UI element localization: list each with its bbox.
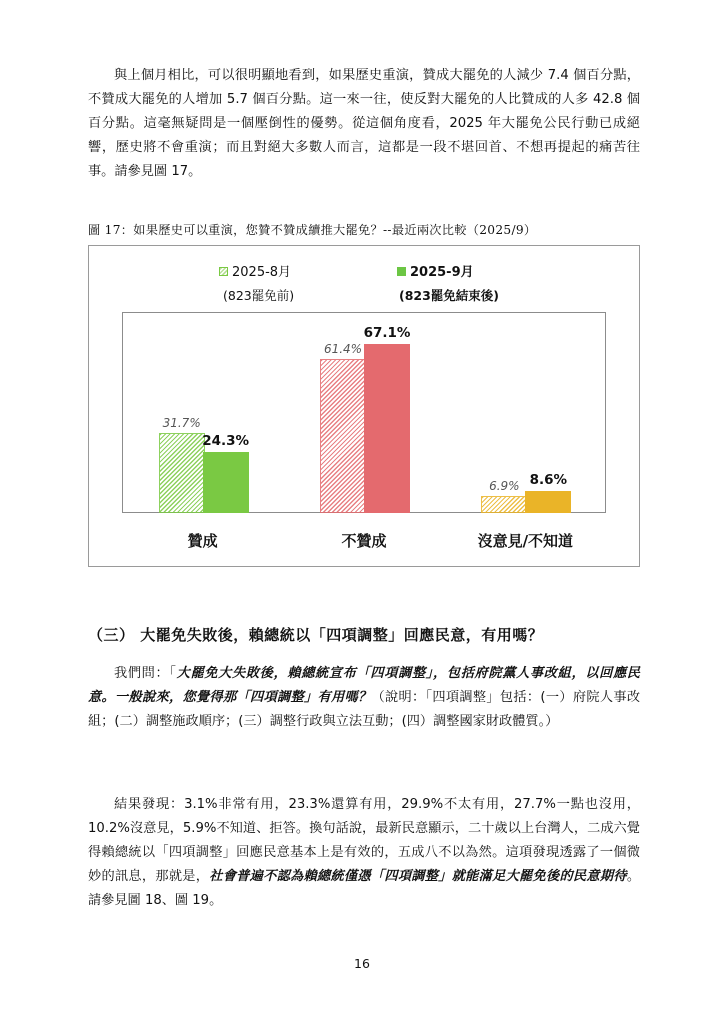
category-label-disapprove: 不贊成 bbox=[341, 532, 387, 550]
plot-area bbox=[122, 312, 606, 513]
value-label-approve-sep: 24.3% bbox=[202, 432, 250, 449]
question-prefix: 我們問：「 bbox=[114, 666, 177, 681]
legend-subtitle-sep: (823罷免結束後) bbox=[399, 288, 500, 303]
intro-paragraph bbox=[88, 64, 640, 184]
bar-disapprove-aug bbox=[320, 359, 366, 513]
value-label-no-opinion-aug: 6.9% bbox=[489, 478, 520, 493]
intro-paragraph-text: 與上個月相比，可以很明顯地看到，如果歷史重演，贊成大罷免的人減少 7.4 個百分點，不贊成大罷免的人增加 5.7 個百分點。這一來一往，使反對大罷免的人比贊成的人多 42.8 個百分點。這毫無疑問是一個壓倒性的優勢。從這個角度看，2025 年大罷免公民行動已成絕響，歷史將不會重演；而且對絕大多數人而言，這都是一段不堪回首、不想再提起的痛苦往事。請參見圖 17。 bbox=[88, 68, 640, 179]
value-label-approve-aug: 31.7% bbox=[162, 416, 201, 431]
value-label-disapprove-aug: 61.4% bbox=[323, 341, 363, 356]
bar-approve-sep bbox=[203, 452, 249, 513]
legend-item-aug bbox=[219, 261, 291, 280]
result-emphasis: 社會普遍不認為賴總統僅憑「四項調整」就能滿足大罷免後的民意期待 bbox=[209, 869, 627, 884]
result-tail: 。請參見圖 18、圖 19。 bbox=[88, 869, 640, 908]
figure-caption: 圖 17：如果歷史可以重演，您贊不贊成續推大罷免？--最近兩次比較（2025/9） bbox=[88, 223, 537, 237]
value-label-no-opinion-sep: 8.6% bbox=[529, 472, 568, 489]
bar-no-opinion-sep bbox=[525, 491, 571, 513]
bar-disapprove-sep bbox=[364, 344, 410, 513]
question-paragraph bbox=[88, 662, 640, 734]
value-label-disapprove-sep: 67.1% bbox=[363, 325, 411, 342]
question-emphasis: 大罷免大失敗後，賴總統宣布「四項調整」，包括府院黨人事改組，以回應民意。一般說來，您覺得那「四項調整」有用嗎？ bbox=[88, 666, 640, 705]
result-main: 結果發現：3.1%非常有用，23.3%還算有用，29.9%不太有用，27.7%一點也沒用，10.2%沒意見，5.9%不知道、拒答。換句話說，最新民意顯示，二十歲以上台灣人，二成六覺得賴總統以「四項調整」回應民意基本上是有效的，五成八不以為然。這項發現透露了一個微妙的訊息，那就是， bbox=[88, 797, 640, 884]
figure-17-chart bbox=[88, 245, 640, 567]
legend-swatch-sep bbox=[397, 267, 406, 276]
question-note: （說明：「四項調整」包括：(一）府院人事改組；(二）調整施政順序；(三）調整行政與立法互動；(四）調整國家財政體質。） bbox=[88, 690, 641, 729]
legend-label-sep: 2025-9月 bbox=[410, 265, 474, 280]
page-number: 16 bbox=[354, 956, 370, 971]
result-paragraph bbox=[88, 793, 640, 913]
legend-swatch-aug bbox=[219, 267, 228, 276]
category-label-no-opinion: 沒意見/不知道 bbox=[477, 532, 574, 550]
legend-label-aug: 2025-8月 bbox=[232, 265, 292, 280]
legend-subtitle-aug: (823罷免前) bbox=[223, 288, 295, 303]
section-title: （三） 大罷免失敗後，賴總統以「四項調整」回應民意，有用嗎？ bbox=[88, 626, 544, 644]
bar-no-opinion-aug bbox=[481, 496, 527, 513]
legend-item-sep bbox=[397, 261, 474, 280]
category-label-approve: 贊成 bbox=[187, 532, 218, 550]
